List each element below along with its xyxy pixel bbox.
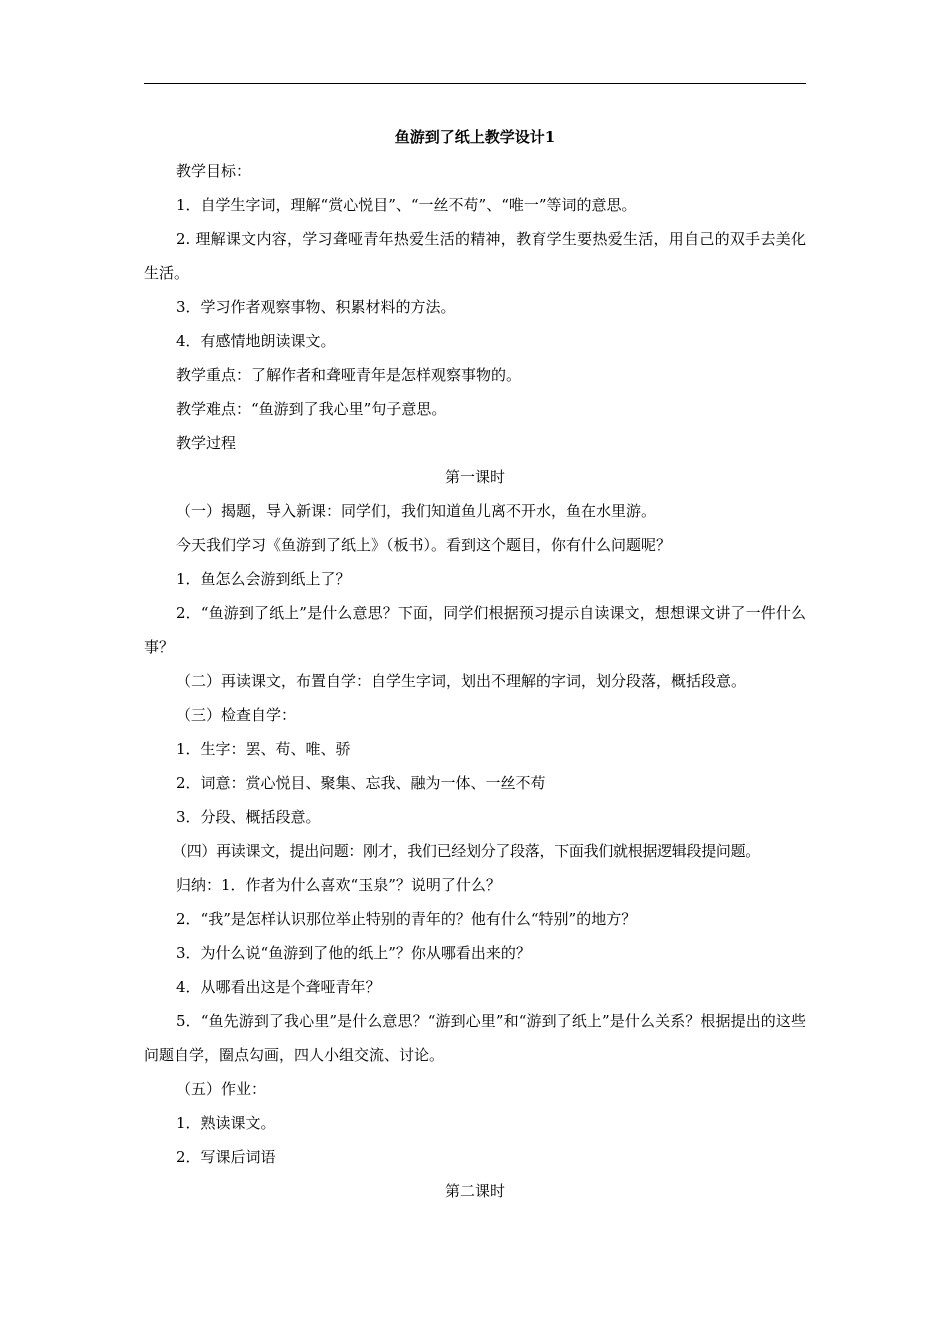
summary-item-3: 3．为什么说“鱼游到了他的纸上”？你从哪看出来的？ [176,944,531,962]
step-3: （三）检查自学： [176,706,297,724]
header-rule [144,83,806,84]
summary-item-4: 4．从哪看出这是个聋哑青年？ [176,978,381,996]
step-5-homework: （五）作业： [176,1080,267,1098]
lesson-heading-first: 第一课时 [444,468,505,486]
document-body [144,120,806,1208]
section-heading-process: 教学过程 [176,434,237,452]
summary-item-1: 归纳：1．作者为什么喜欢“玉泉”？说明了什么？ [176,876,501,894]
question-1: 1．鱼怎么会游到纸上了？ [176,570,351,588]
homework-item-1: 1．熟读课文。 [176,1114,276,1132]
step-2: （二）再读课文，布置自学：自学生字词，划出不理解的字词，划分段落，概括段意。 [176,672,747,690]
step-4: （四）再读课文，提出问题：刚才，我们已经划分了段落，下面我们就根据逻辑段提问题。 [172,842,761,860]
step-1-intro: （一）揭题，导入新课：同学们，我们知道鱼儿离不开水，鱼在水里游。 [176,502,657,520]
lesson-heading-second: 第二课时 [444,1182,505,1200]
check-item-2: 2．词意：赏心悦目、聚集、忘我、融为一体、一丝不苟 [176,774,546,792]
section-heading-objectives: 教学目标： [176,162,252,180]
summary-item-5: 5．“鱼先游到了我心里”是什么意思？“游到心里”和“游到了纸上”是什么关系？根据提出的这些问题自学，圈点勾画，四人小组交流、讨论。 [144,1012,806,1064]
objective-item-1: 1．自学生字词，理解“赏心悦目”、“一丝不苟”、“唯一”等词的意思。 [176,196,637,214]
objective-item-3: 3．学习作者观察事物、积累材料的方法。 [176,298,456,316]
summary-item-2: 2．“我”是怎样认识那位举止特别的青年的？他有什么“特别”的地方？ [176,910,637,928]
homework-item-2: 2．写课后词语 [176,1148,276,1166]
objective-item-4: 4．有感情地朗读课文。 [176,332,336,350]
teaching-focus: 教学重点：了解作者和聋哑青年是怎样观察事物的。 [176,366,522,384]
objective-item-2: 2. 理解课文内容，学习聋哑青年热爱生活的精神，教育学生要热爱生活，用自己的双手去美化生活。 [144,230,806,282]
step-1-text: 今天我们学习《鱼游到了纸上》（板书）。看到这个题目，你有什么问题呢？ [176,536,672,554]
teaching-difficulty: 教学难点：“鱼游到了我心里”句子意思。 [176,400,447,418]
question-2: 2．“鱼游到了纸上”是什么意思？下面，同学们根据预习提示自读课文，想想课文讲了一件什么事？ [144,604,806,656]
document-title: 鱼游到了纸上教学设计1 [394,128,556,146]
check-item-1: 1．生字：罢、苟、唯、骄 [176,740,351,758]
check-item-3: 3．分段、概括段意。 [176,808,321,826]
